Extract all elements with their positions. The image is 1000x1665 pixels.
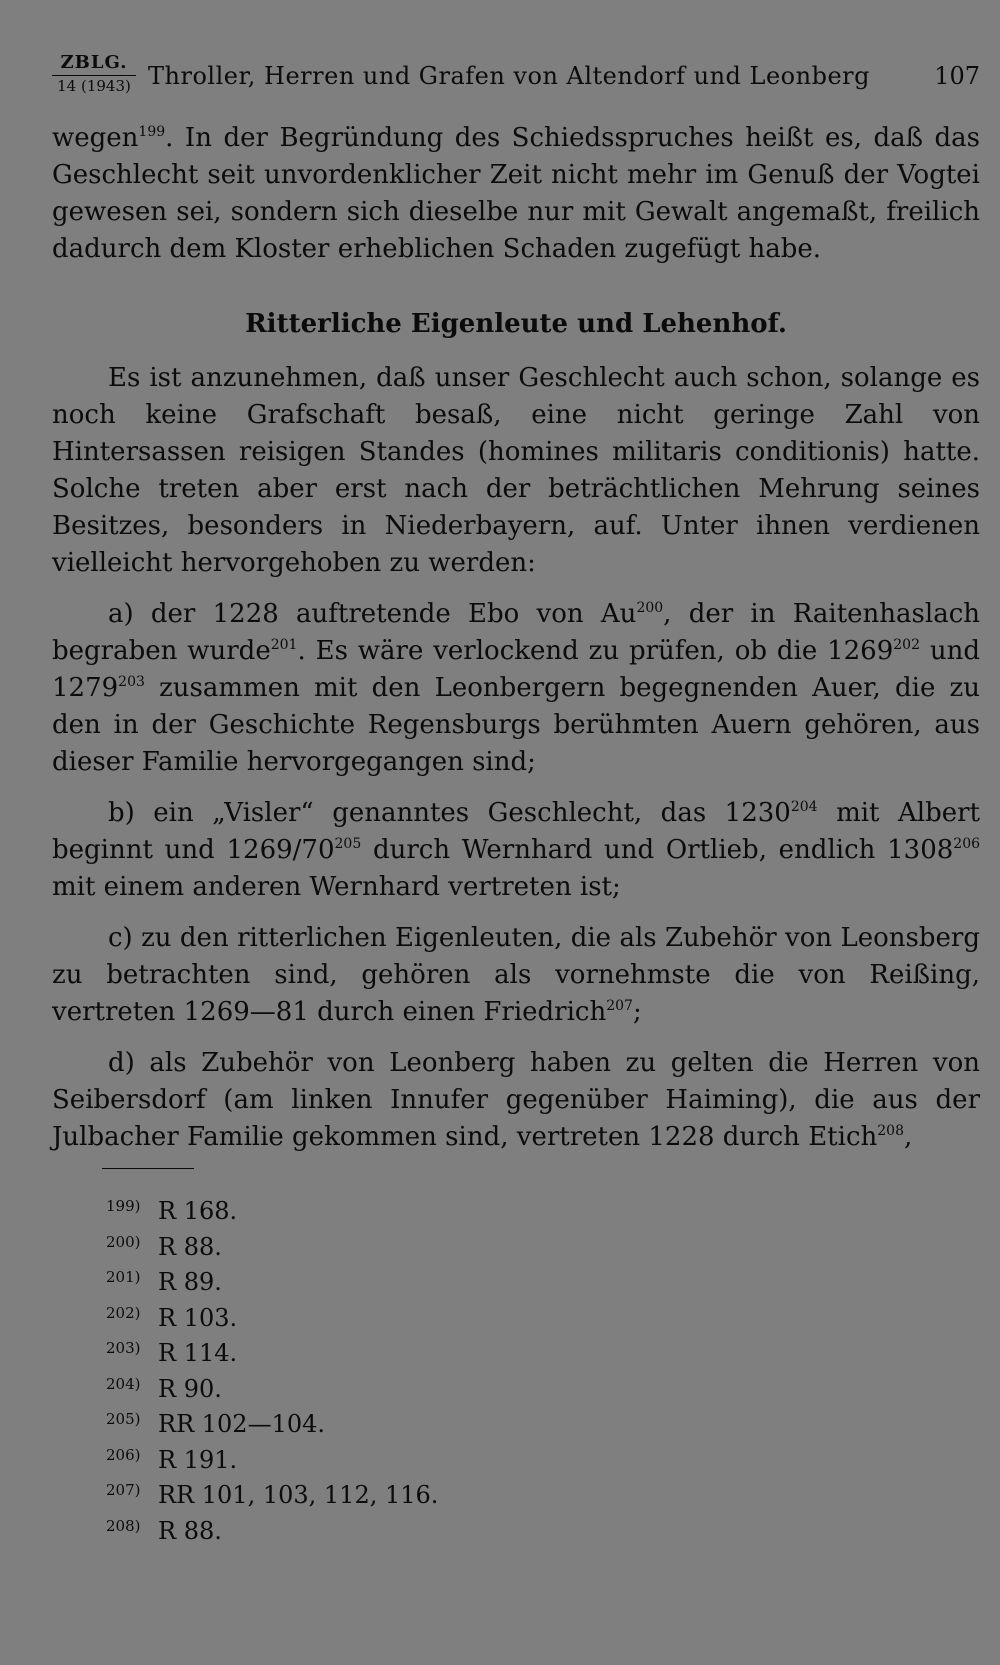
running-header [52,50,980,106]
footnote-number: 200) [106,1232,141,1251]
journal-abbreviation: ZBLG. [52,54,136,76]
section-heading: Ritterliche Eigenleute und Lehenhof. [245,309,787,339]
paragraph-intro: Es ist anzunehmen, daß unser Geschlecht auch schon, solange es noch keine Grafschaft besaß, eine nicht geringe Zahl von Hintersassen reisigen Standes (homines militaris conditionis) hatte. Solche treten aber erst nach der beträchtlichen Mehrung seines Besitzes, besonders in Niederbayern, auf. Unter ihnen verdienen vielleicht hervorgehoben zu werden: [52,363,980,578]
footnote-text: RR 102—104. [158,1410,326,1438]
item-text: c) zu den ritterlichen Eigenleuten, die als Zubehör von Leonsberg zu betrachten sind, gehören als vornehmste die von Reißing, vertreten 1269—81 durch einen Friedrich [52,923,980,1027]
footnote-text: R 88. [158,1232,222,1261]
footnote [106,1509,980,1545]
footnote-text: R 89. [158,1268,222,1296]
footnote-number: 204) [106,1374,141,1393]
footnote [106,1367,980,1403]
footnote-divider [102,1168,194,1169]
footnote-number: 201) [106,1268,141,1286]
footnote-number: 203) [106,1339,141,1357]
item-text: ; [632,997,642,1027]
footnote-text: R 191. [158,1445,238,1474]
item-text: durch Wernhard und Ortlieb, endlich 1308 [361,835,954,865]
footnote-reference[interactable]: 202 [893,637,920,653]
footnote [106,1225,980,1261]
footnote [106,1260,980,1296]
footnote-text: R 114. [158,1339,238,1367]
list-item-c [52,920,980,1031]
footnote-text: R 168. [158,1197,238,1225]
footnotes-list [52,1189,980,1544]
item-text: a) der 1228 auftretende Ebo von Au [108,599,637,629]
paragraph-text: . In der Begründung des Schiedsspruches heißt es, daß das Geschlecht seit unvordenklicher Zeit nicht mehr im Genuß der Vogtei gewesen sei, sondern sich dieselbe nur mit Gewalt angemaßt, freilich dadurch dem Kloster erheblichen Schaden zugefügt habe. [52,123,980,264]
item-text: , der in Raitenhaslach begraben wurde [52,599,981,666]
footnote-reference[interactable]: 201 [270,637,298,653]
item-text: mit Albert beginnt und 1269/70 [52,798,980,865]
document-page [52,50,980,1544]
footnote-number: 207) [106,1481,141,1499]
footnote-text: R 88. [158,1516,222,1545]
paragraph-text: wegen [52,123,139,153]
journal-volume: 14 (1943) [57,77,131,95]
footnote-reference[interactable]: 205 [334,836,362,852]
footnote-reference[interactable]: 203 [118,674,145,690]
journal-reference [52,54,136,94]
footnote-reference[interactable]: 207 [606,998,633,1014]
footnote [106,1438,980,1474]
footnote-text: R 103. [158,1303,238,1332]
footnote-text: RR 101, 103, 112, 116. [158,1481,439,1509]
footnote [106,1331,980,1367]
footnote [106,1189,980,1225]
footnote-number: 206) [106,1445,141,1464]
item-text: , [903,1122,913,1152]
footnote-text: R 90. [158,1374,222,1403]
running-title: Throller, Herren und Grafen von Altendorf und Leonberg [148,62,870,90]
list-item-a [52,596,980,781]
opening-paragraph [52,120,980,268]
footnote [106,1473,980,1509]
list-item-b [52,795,980,906]
footnote-number: 208) [106,1516,141,1535]
footnote-reference[interactable]: 208 [877,1123,904,1139]
item-text: zusammen mit den Leonbergern begegnenden Auer, die zu den in der Geschichte Regensburgs berühmten Auern gehören, aus dieser Familie hervorgegangen sind; [52,673,980,777]
item-text: mit einem anderen Wernhard vertreten ist; [52,872,621,902]
item-text: b) ein „Visler“ genanntes Geschlecht, das 1230 [108,798,791,828]
list-item-d [52,1045,980,1156]
footnote-reference[interactable]: 206 [953,836,981,852]
footnote [106,1296,980,1332]
footnote [106,1402,980,1438]
footnote-reference[interactable]: 199 [138,124,166,140]
item-text: d) als Zubehör von Leonberg haben zu gelten die Herren von Seibersdorf (am linken Innufer gegenüber Haiming), die aus der Julbacher Familie gekommen sind, vertreten 1228 durch Etich [52,1048,980,1152]
footnote-number: 199) [106,1197,141,1215]
item-text: . Es wäre verlockend zu prüfen, ob die 1269 [297,636,894,666]
item-text: und 1279 [52,636,980,703]
footnote-number: 205) [106,1410,141,1428]
footnote-reference[interactable]: 204 [790,799,818,815]
footnote-number: 202) [106,1303,141,1322]
footnote-reference[interactable]: 200 [636,600,664,616]
page-number: 107 [934,62,980,90]
